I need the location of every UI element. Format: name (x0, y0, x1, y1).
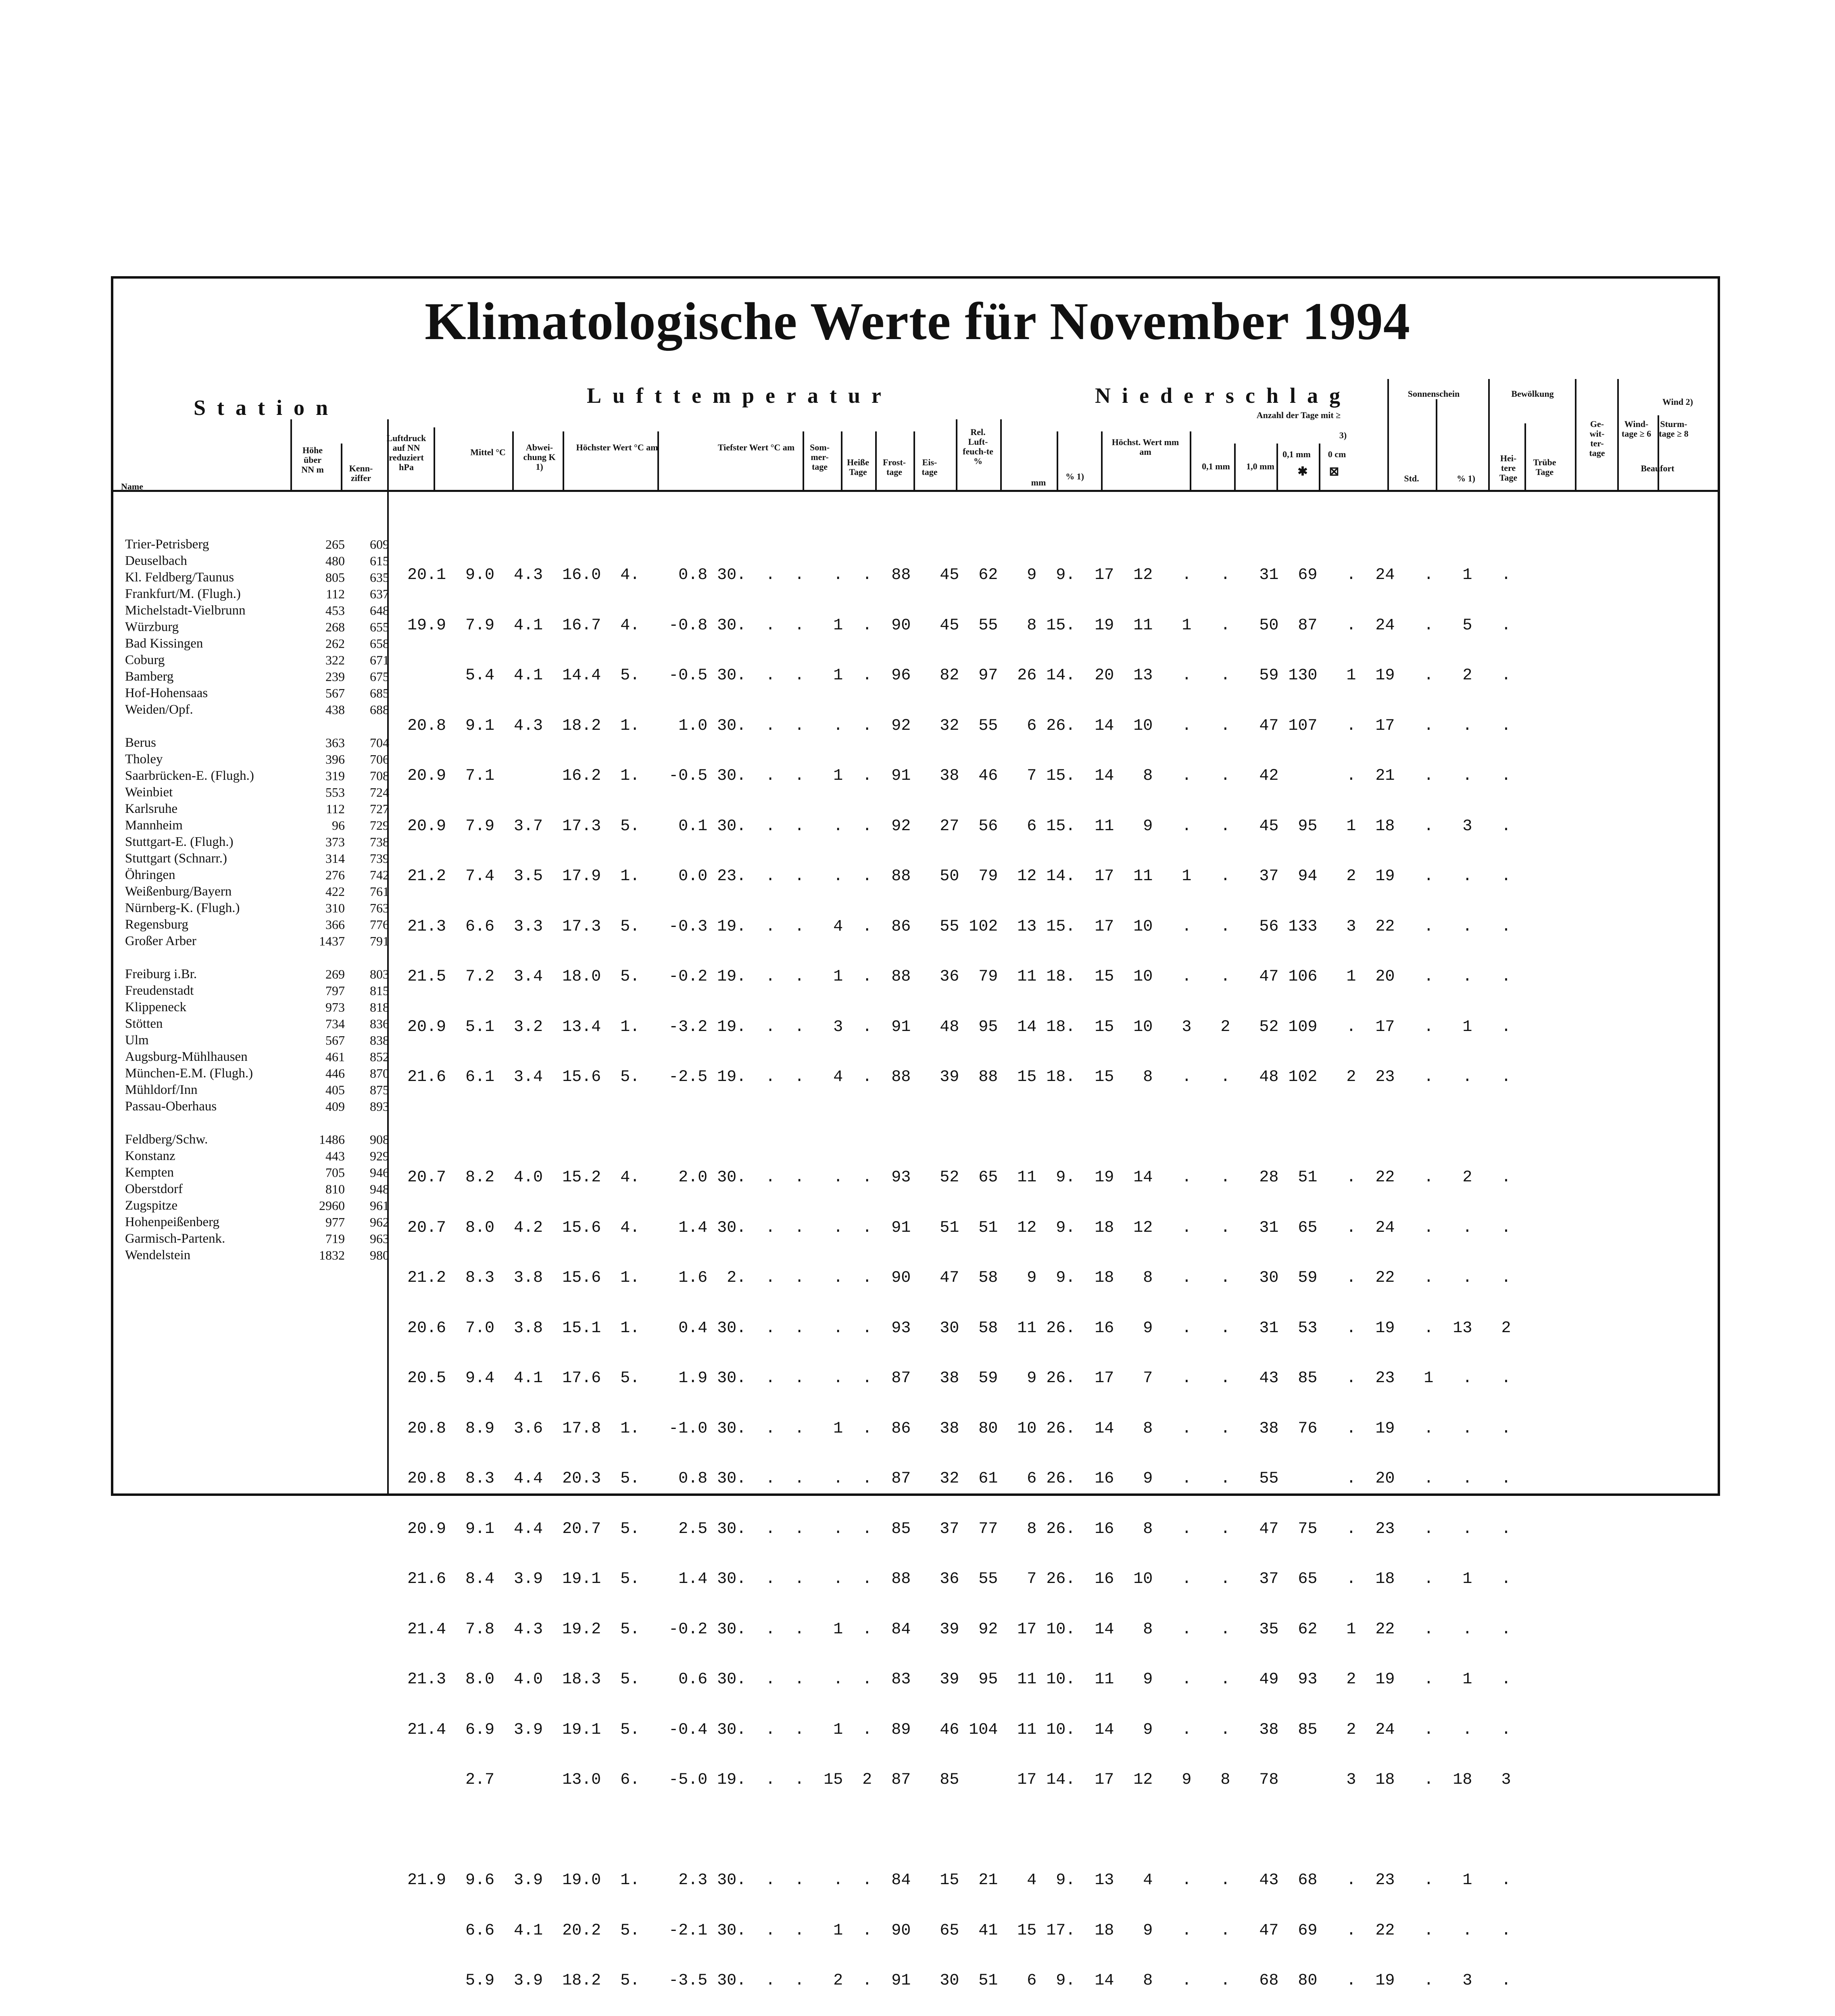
divider (434, 427, 435, 492)
station-name: Regensburg (125, 917, 189, 932)
table-row: 21.6 8.4 3.9 19.1 5. 1.4 30. . . . . 88 36 55 7 26. 16 10 . . 37 65 . 18 . 1 . (407, 1570, 1511, 1588)
station-name: Ulm (125, 1033, 149, 1048)
hoehe-value: 262 (325, 636, 345, 651)
station-name: Frankfurt/M. (Flugh.) (125, 587, 241, 601)
station-name: Hohenpeißenberg (125, 1215, 219, 1229)
divider (1617, 379, 1619, 492)
station-name: Bad Kissingen (125, 636, 203, 651)
table-row: 21.6 6.1 3.4 15.6 5. -2.5 19. . . 4 . 88 39 88 15 18. 15 8 . . 48 102 2 23 . . . (407, 1068, 1511, 1086)
station-name: Weinbiet (125, 785, 173, 800)
station-name: Öhringen (125, 868, 175, 882)
hoehe-value: 363 (325, 735, 345, 750)
hoehe-value: 1486 (319, 1132, 345, 1147)
kennziffer-value: 727 (370, 802, 389, 816)
hoehe-value: 1832 (319, 1248, 345, 1262)
hoehe-value: 734 (325, 1016, 345, 1031)
divider (657, 431, 659, 492)
divider (341, 444, 342, 492)
hoehe-value: 269 (325, 967, 345, 981)
header-n10: 1,0 mm (1246, 461, 1274, 471)
table-row: 6.6 4.1 20.2 5. -2.1 30. . . 1 . 90 65 41 15 17. 18 9 . . 47 69 . 22 . . . (407, 1921, 1511, 1940)
table-row: 20.7 8.2 4.0 15.2 4. 2.0 30. . . . . 93 52 65 11 9. 19 14 . . 28 51 . 22 . 2 . (407, 1168, 1511, 1187)
data-values (407, 533, 1511, 2016)
hoehe-value: 446 (325, 1066, 345, 1081)
station-name: Stuttgart (Schnarr.) (125, 851, 227, 866)
table-row: 20.5 9.4 4.1 17.6 5. 1.9 30. . . . . 87 38 59 9 26. 17 7 . . 43 85 . 23 1 . . (407, 1369, 1511, 1387)
kennziffer-value: 776 (370, 917, 389, 932)
kennziffer-value: 739 (370, 851, 389, 866)
station-name: Würzburg (125, 620, 179, 634)
hoehe-value: 409 (325, 1099, 345, 1114)
header-beaufort: Beaufort (1641, 463, 1674, 473)
station-name: Mannheim (125, 818, 183, 833)
hoehe-value: 112 (326, 587, 345, 601)
hoehe-value: 268 (325, 620, 345, 634)
divider (875, 431, 877, 492)
station-name: Zugspitze (125, 1198, 178, 1213)
snow-cover-icon: ⊠ (1329, 465, 1339, 478)
header-heisse-tage: Heiße Tage (847, 457, 869, 477)
kennziffer-value: 761 (370, 884, 389, 899)
hoehe-value: 719 (325, 1231, 345, 1246)
station-name: Weißenburg/Bayern (125, 884, 232, 899)
kennziffer-value: 893 (370, 1099, 389, 1114)
header-n01: 0,1 mm (1202, 461, 1230, 471)
hoehe-value: 810 (325, 1182, 345, 1196)
hoehe-value: 396 (325, 752, 345, 766)
header-windtage: Wind-tage ≥ 6 (1621, 419, 1652, 439)
table-row: 20.9 7.1 16.2 1. -0.5 30. . . 1 . 91 38 46 7 15. 14 8 . . 42 . 21 . . . (407, 767, 1511, 785)
hoehe-value: 112 (326, 802, 345, 816)
divider (913, 431, 915, 492)
header-eistage: Eis-tage (922, 457, 938, 477)
kennziffer-value: 961 (370, 1198, 389, 1213)
divider (1234, 444, 1236, 492)
station-name: Trier-Petrisberg (125, 537, 209, 552)
station-name: Stuttgart-E. (Flugh.) (125, 835, 234, 849)
kennziffer-value: 708 (370, 768, 389, 783)
station-name: Coburg (125, 653, 165, 667)
header-nied-pct: % 1) (1066, 471, 1084, 481)
table-row: 20.6 7.0 3.8 15.1 1. 0.4 30. . . . . 93 30 58 11 26. 16 9 . . 31 53 . 19 . 13 2 (407, 1319, 1511, 1337)
kennziffer-value: 963 (370, 1231, 389, 1246)
hoehe-value: 567 (325, 686, 345, 700)
table-row: 20.8 9.1 4.3 18.2 1. 1.0 30. . . . . 92 32 55 6 26. 14 10 . . 47 107 . 17 . . . (407, 716, 1511, 735)
hoehe-value: 422 (325, 884, 345, 899)
hoehe-value: 705 (325, 1165, 345, 1180)
station-name: Augsburg-Mühlhausen (125, 1050, 248, 1064)
header-abweichung: Abwei-chung K 1) (523, 442, 556, 472)
station-name: Freiburg i.Br. (125, 967, 197, 981)
kennziffer-value: 671 (370, 653, 389, 667)
divider (512, 431, 514, 492)
header-sturmtage: Sturm-tage ≥ 8 (1659, 419, 1689, 439)
hoehe-value: 2960 (319, 1198, 345, 1213)
divider (1101, 431, 1103, 492)
kennziffer-value: 706 (370, 752, 389, 766)
table-row: 21.3 6.6 3.3 17.3 5. -0.3 19. . . 4 . 86 55 102 13 15. 17 10 . . 56 133 3 22 . . . (407, 917, 1511, 936)
station-name: Mühldorf/Inn (125, 1083, 198, 1097)
table-row: 21.9 9.6 3.9 19.0 1. 2.3 30. . . . . 84 15 21 4 9. 13 4 . . 43 68 . 23 . 1 . (407, 1871, 1511, 1889)
divider (1190, 431, 1191, 492)
station-name: Freudenstadt (125, 983, 194, 998)
header-sonnenschein: Sonnenschein (1408, 389, 1460, 399)
hoehe-value: 480 (325, 554, 345, 568)
kennziffer-value: 615 (370, 554, 389, 568)
header-tiefster: Tiefster Wert °C am (717, 442, 795, 452)
hoehe-value: 322 (325, 653, 345, 667)
header-heitere: Hei-tere Tage (1499, 453, 1518, 483)
kennziffer-value: 815 (370, 983, 389, 998)
station-name: Saarbrücken-E. (Flugh.) (125, 768, 254, 783)
kennziffer-value: 818 (370, 1000, 389, 1014)
header-frosttage: Frost-tage (882, 457, 906, 477)
station-name: Nürnberg-K. (Flugh.) (125, 901, 240, 915)
kennziffer-value: 908 (370, 1132, 389, 1147)
snow-symbol-icon: ✱ (1297, 465, 1308, 478)
kennziffer-value: 870 (370, 1066, 389, 1081)
table-row: 20.9 9.1 4.4 20.7 5. 2.5 30. . . . . 85 37 77 8 26. 16 8 . . 47 75 . 23 . . . (407, 1520, 1511, 1538)
header-niederschlag: Niederschlag (1095, 383, 1351, 408)
header-nied-mm: mm (1031, 477, 1046, 487)
station-name: Garmisch-Partenk. (125, 1231, 225, 1246)
kennziffer-value: 948 (370, 1182, 389, 1196)
kennziffer-value: 838 (370, 1033, 389, 1048)
table-row: 21.5 7.2 3.4 18.0 5. -0.2 19. . . 1 . 88 36 79 11 18. 15 10 . . 47 106 1 20 . . . (407, 968, 1511, 986)
header-wind: Wind 2) (1662, 397, 1693, 407)
header-lufttemperatur: Lufttemperatur (587, 383, 892, 408)
kennziffer-value: 609 (370, 537, 389, 552)
page-title: Klimatologische Werte für November 1994 (425, 292, 1410, 351)
kennziffer-value: 704 (370, 735, 389, 750)
station-name: Passau-Oberhaus (125, 1099, 217, 1114)
station-name: Kl. Feldberg/Taunus (125, 570, 234, 585)
table-row: 5.9 3.9 18.2 5. -3.5 30. . . 2 . 91 30 51 6 9. 14 8 . . 68 80 . 19 . 3 . (407, 1972, 1511, 1990)
station-name: Wendelstein (125, 1248, 191, 1262)
header-sonne-pct: % 1) (1457, 473, 1475, 483)
divider (1387, 379, 1389, 492)
header-kennziffer: Kenn-ziffer (349, 463, 373, 483)
hoehe-value: 366 (325, 917, 345, 932)
kennziffer-value: 929 (370, 1149, 389, 1163)
kennziffer-value: 675 (370, 669, 389, 684)
table-row: 20.7 8.0 4.2 15.6 4. 1.4 30. . . . . 91 51 51 12 9. 18 12 . . 31 65 . 24 . . . (407, 1218, 1511, 1237)
table-row: 20.9 5.1 3.2 13.4 1. -3.2 19. . . 3 . 91 48 95 14 18. 15 10 3 2 52 109 . 17 . 1 . (407, 1018, 1511, 1036)
header-name: Name (121, 481, 143, 492)
header-mittel: Mittel °C (470, 447, 506, 457)
station-name: Michelstadt-Vielbrunn (125, 603, 246, 618)
divider (1057, 431, 1058, 492)
table-row: 19.9 7.9 4.1 16.7 4. -0.8 30. . . 1 . 90 45 55 8 15. 19 11 1 . 50 87 . 24 . 5 . (407, 616, 1511, 635)
station-name: Deuselbach (125, 554, 187, 568)
station-name: Klippeneck (125, 1000, 187, 1014)
divider (1658, 415, 1659, 492)
table-row: 20.1 9.0 4.3 16.0 4. 0.8 30. . . . . 88 45 62 9 9. 17 12 . . 31 69 . 24 . 1 . (407, 566, 1511, 584)
kennziffer-column (347, 536, 389, 1264)
kennziffer-value: 635 (370, 570, 389, 585)
hoehe-value: 567 (325, 1033, 345, 1048)
header-rel-feuchte: Rel. Luft-feuch-te % (963, 427, 993, 466)
divider (1000, 419, 1002, 492)
kennziffer-value: 685 (370, 686, 389, 700)
header-n0cm: 0 cm (1328, 449, 1346, 459)
divider (841, 431, 842, 492)
table-row: 20.8 8.3 4.4 20.3 5. 0.8 30. . . . . 87 32 61 6 26. 16 9 . . 55 . 20 . . . (407, 1470, 1511, 1488)
header-anzahl: Anzahl der Tage mit ≥ (1256, 410, 1341, 420)
table-row: 21.4 6.9 3.9 19.1 5. -0.4 30. . . 1 . 89 46 104 11 10. 14 9 . . 38 85 2 24 . . . (407, 1720, 1511, 1739)
kennziffer-value: 946 (370, 1165, 389, 1180)
hoehe-value: 319 (325, 768, 345, 783)
hoehe-value: 553 (325, 785, 345, 800)
hoehe-value: 96 (332, 818, 345, 833)
hoehe-value: 973 (325, 1000, 345, 1014)
header-station: Station (194, 396, 340, 420)
hoehe-value: 453 (325, 603, 345, 618)
kennziffer-value: 791 (370, 934, 389, 948)
hoehe-value: 1437 (319, 934, 345, 948)
station-name: Tholey (125, 752, 163, 766)
kennziffer-value: 655 (370, 620, 389, 634)
kennziffer-value: 729 (370, 818, 389, 833)
table-row: 21.4 7.8 4.3 19.2 5. -0.2 30. . . 1 . 84 39 92 17 10. 14 8 . . 35 62 1 22 . . . (407, 1620, 1511, 1639)
station-name: Stötten (125, 1016, 163, 1031)
header-truebe: Trübe Tage (1533, 457, 1556, 477)
header-bewoelkung: Bewölkung (1511, 389, 1554, 399)
divider (1436, 399, 1437, 492)
divider (563, 431, 564, 492)
table-row: 5.4 4.1 14.4 5. -0.5 30. . . 1 . 96 82 97 26 14. 20 13 . . 59 130 1 19 . 2 . (407, 666, 1511, 685)
divider (1276, 444, 1278, 492)
hoehe-value: 405 (325, 1083, 345, 1097)
divider (1488, 379, 1490, 492)
kennziffer-value: 980 (370, 1248, 389, 1262)
kennziffer-value: 962 (370, 1215, 389, 1229)
kennziffer-value: 658 (370, 636, 389, 651)
header-rule (111, 490, 1720, 492)
hoehe-value: 314 (325, 851, 345, 866)
header-sonne-std: Std. (1404, 473, 1419, 483)
station-name: Weiden/Opf. (125, 702, 193, 717)
table-row: 20.8 8.9 3.6 17.8 1. -1.0 30. . . 1 . 86 38 80 10 26. 14 8 . . 38 76 . 19 . . . (407, 1419, 1511, 1438)
kennziffer-value: 852 (370, 1050, 389, 1064)
hoehe-value: 310 (325, 901, 345, 915)
divider (803, 431, 804, 492)
header-nied-hoechst: Höchst. Wert mm am (1111, 437, 1179, 457)
hoehe-value: 797 (325, 983, 345, 998)
station-name: Karlsruhe (125, 802, 178, 816)
station-name: Hof-Hohensaas (125, 686, 208, 700)
station-name: Bamberg (125, 669, 174, 684)
kennziffer-value: 738 (370, 835, 389, 849)
header-fn3: 3) (1339, 430, 1347, 440)
kennziffer-value: 688 (370, 702, 389, 717)
station-name: Konstanz (125, 1149, 175, 1163)
hoehe-value: 438 (325, 702, 345, 717)
kennziffer-value: 875 (370, 1083, 389, 1097)
hoehe-value: 239 (325, 669, 345, 684)
table-row: 20.9 7.9 3.7 17.3 5. 0.1 30. . . . . 92 27 56 6 15. 11 9 . . 45 95 1 18 . 3 . (407, 817, 1511, 835)
header-n01s: 0,1 mm (1282, 449, 1311, 459)
kennziffer-value: 648 (370, 603, 389, 618)
divider (1575, 379, 1576, 492)
station-name: Berus (125, 735, 156, 750)
station-name: München-E.M. (Flugh.) (125, 1066, 253, 1081)
header-sommertage: Som-mer-tage (810, 442, 830, 472)
hoehe-value: 265 (325, 537, 345, 552)
hoehe-value: 461 (325, 1050, 345, 1064)
kennziffer-value: 763 (370, 901, 389, 915)
divider (1524, 423, 1526, 492)
hoehe-column (298, 536, 345, 1264)
hoehe-value: 276 (325, 868, 345, 882)
station-names (125, 536, 302, 1264)
table-row: 21.2 8.3 3.8 15.6 1. 1.6 2. . . . . 90 47 58 9 9. 18 8 . . 30 59 . 22 . . . (407, 1269, 1511, 1287)
hoehe-value: 977 (325, 1215, 345, 1229)
station-name: Feldberg/Schw. (125, 1132, 208, 1147)
hoehe-value: 373 (325, 835, 345, 849)
header-hoehe: Höhe über NN m (301, 445, 324, 475)
kennziffer-value: 742 (370, 868, 389, 882)
divider (956, 419, 957, 492)
kennziffer-value: 637 (370, 587, 389, 601)
kennziffer-value: 803 (370, 967, 389, 981)
header-gewitter: Ge-wit-ter-tage (1589, 419, 1605, 458)
hoehe-value: 805 (325, 570, 345, 585)
hoehe-value: 443 (325, 1149, 345, 1163)
station-name: Großer Arber (125, 934, 196, 948)
station-name: Oberstdorf (125, 1182, 183, 1196)
table-row: 21.2 7.4 3.5 17.9 1. 0.0 23. . . . . 88 50 79 12 14. 17 11 1 . 37 94 2 19 . . . (407, 867, 1511, 885)
table-row: 2.7 13.0 6. -5.0 19. . . 15 2 87 85 17 14. 17 12 9 8 78 3 18 . 18 3 (407, 1771, 1511, 1789)
divider (1319, 444, 1320, 492)
kennziffer-value: 836 (370, 1016, 389, 1031)
station-name: Kempten (125, 1165, 174, 1180)
header-luftdruck: Luftdruck auf NN reduziert hPa (386, 433, 426, 472)
divider (290, 419, 292, 492)
header-hoechster: Höchster Wert °C am (576, 442, 658, 452)
table-row: 21.3 8.0 4.0 18.3 5. 0.6 30. . . . . 83 39 95 11 10. 11 9 . . 49 93 2 19 . 1 . (407, 1670, 1511, 1689)
kennziffer-value: 724 (370, 785, 389, 800)
